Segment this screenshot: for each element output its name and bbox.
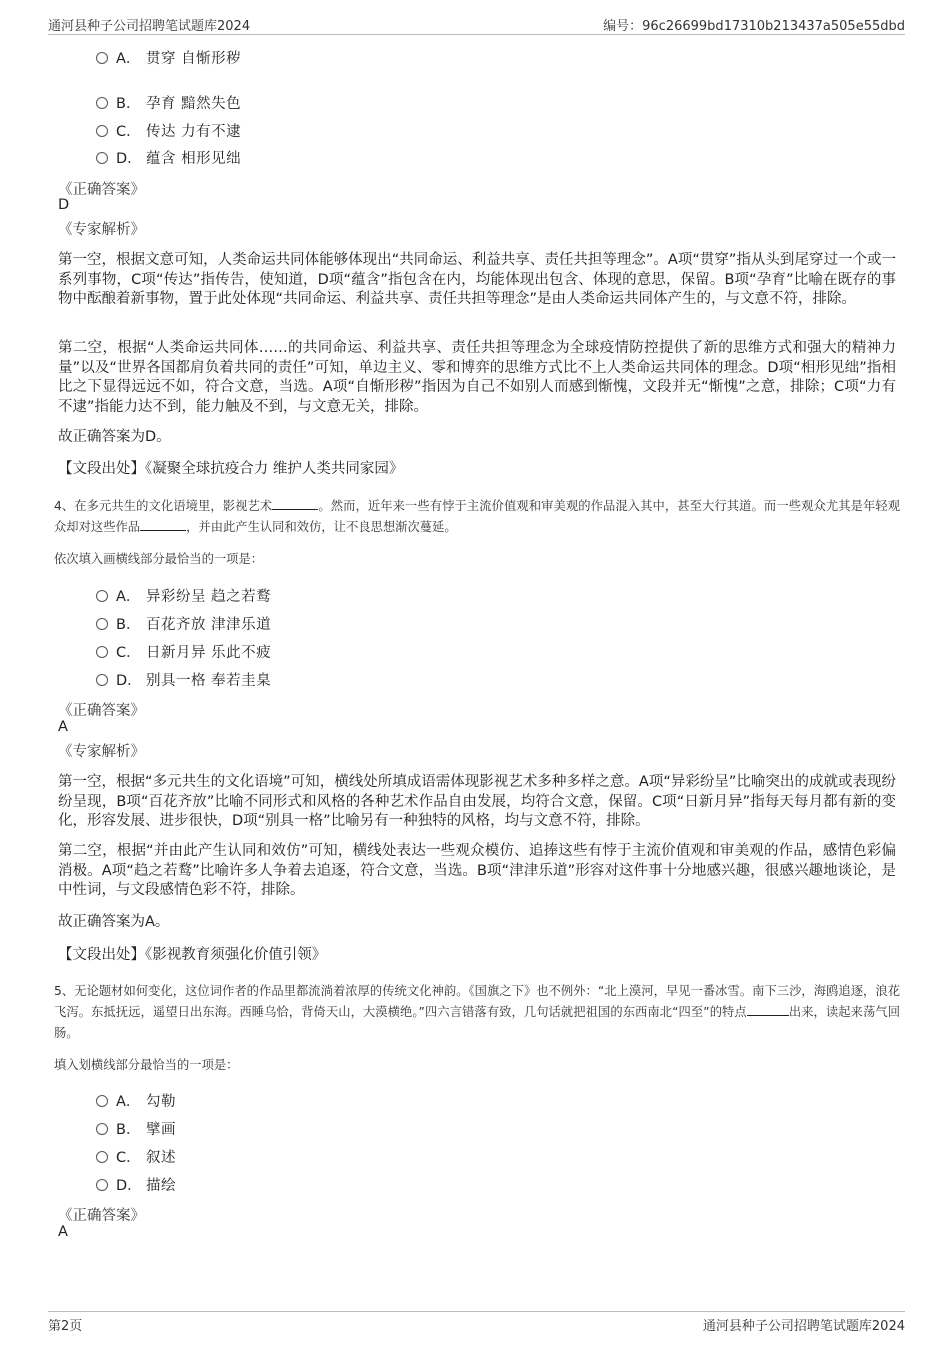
radio-icon[interactable] <box>96 590 108 602</box>
q3-option-d[interactable]: D． 蕴含 相形见绌 <box>96 147 241 169</box>
blank-1 <box>747 1002 789 1016</box>
q4-option-c[interactable]: C． 日新月异 乐此不疲 <box>96 641 271 663</box>
q3-analysis-para-1: 第一空，根据文意可知，人类命运共同体能够体现出“共同命运、利益共享、责任共担等理念”。A项“贯穿”指从头到尾穿过一个或一系列事物，C项“传达”指传告，使知道，D项“蕴含”指包含在内，均能体现出包含、体现的意思，保留。B项“孕育”比喻在既存的事物中酝酿着新事物，置于此处体现“共同命运、利益共享、责任共担等理念”是由人类命运共同体产生的，与文意不符，排除。 <box>58 252 896 307</box>
blank-1 <box>272 496 318 510</box>
footer-title: 通河县种子公司招聘笔试题库2024 <box>702 1319 905 1334</box>
q4-source: 【文段出处】《影视教育须强化价值引领》 <box>58 947 327 963</box>
radio-icon[interactable] <box>96 646 108 658</box>
q4-conclusion: 故正确答案为A。 <box>58 914 170 930</box>
radio-icon[interactable] <box>96 1095 108 1107</box>
radio-icon[interactable] <box>96 152 108 164</box>
q4-instruction: 依次填入画横线部分最恰当的一项是： <box>54 552 264 566</box>
q4-answer-label: 《正确答案》 <box>58 703 145 719</box>
radio-icon[interactable] <box>96 674 108 686</box>
page-header <box>48 12 905 35</box>
q3-analysis-label: 《专家解析》 <box>58 222 145 238</box>
q3-analysis-para-2: 第二空，根据“人类命运共同体……的共同命运、利益共享、责任共担等理念为全球疫情防控提供了新的思维方式和强大的精神力量”以及“世界各国都肩负着共同的责任”可知，单边主义、零和博弈的思维方式比不上人类命运共同体的理念。D项“相形见绌”指相比之下显得远远不如，符合文意，当选。A项“自惭形秽”指因为自己不如别人而感到惭愧，文段并无“惭愧”之意，排除；C项“力有不逮”指能力达不到，能力触及不到，与文意无关，排除。 <box>58 340 896 415</box>
header-title: 通河县种子公司招聘笔试题库2024 <box>48 19 251 34</box>
radio-icon[interactable] <box>96 1151 108 1163</box>
radio-icon[interactable] <box>96 52 108 64</box>
page-footer <box>48 1311 905 1336</box>
q4-stem: 4、在多元共生的文化语境里，影视艺术 。然而，近年来一些有悖于主流价值观和审美观的作品混入其中，甚至大行其道。而一些观众尤其是年轻观众却对这些作品 ，并由此产生认同和效仿，让不良思想渐次蔓延。 <box>54 496 900 538</box>
q4-analysis-para-1: 第一空，根据“多元共生的文化语境”可知，横线处所填成语需体现影视艺术多种多样之意。A项“异彩纷呈”比喻突出的成就或表现纷纷呈现，B项“百花齐放”比喻不同形式和风格的各种艺术作品自由发展，均符合文意，保留。C项“日新月异”指每天每月都有新的变化，形容发展、进步很快，D项“别具一格”比喻另有一种独特的风格，均与文意不符，排除。 <box>58 774 896 829</box>
page-number: 第2页 <box>48 1319 83 1334</box>
q4-analysis-label: 《专家解析》 <box>58 744 145 760</box>
radio-icon[interactable] <box>96 1179 108 1191</box>
q3-answer-label: 《正确答案》 <box>58 182 145 198</box>
document-id: 编号：96c26699bd17310b213437a505e55dbd <box>603 19 905 34</box>
q4-option-a[interactable]: A． 异彩纷呈 趋之若鹜 <box>96 585 271 607</box>
q5-answer-label: 《正确答案》 <box>58 1208 145 1224</box>
radio-icon[interactable] <box>96 618 108 630</box>
blank-2 <box>140 517 186 531</box>
q3-answer: D <box>58 197 70 213</box>
radio-icon[interactable] <box>96 97 108 109</box>
q3-source: 【文段出处】《凝聚全球抗疫合力 维护人类共同家园》 <box>58 461 404 477</box>
q5-option-d[interactable]: D． 描绘 <box>96 1174 176 1196</box>
q5-option-a[interactable]: A． 勾勒 <box>96 1090 176 1112</box>
q5-option-b[interactable]: B． 擘画 <box>96 1118 176 1140</box>
q3-conclusion: 故正确答案为D。 <box>58 429 171 445</box>
q4-answer: A <box>58 719 68 735</box>
q4-option-d[interactable]: D． 别具一格 奉若圭臬 <box>96 669 271 691</box>
q5-stem: 5、无论题材如何变化，这位词作者的作品里都流淌着浓厚的传统文化神韵。《国旗之下》也不例外：“北上漠河，早见一番冰雪。南下三沙，海鸥追逐，浪花飞泻。东抵抚远，遥望日出东海。西睡乌恰，背倚天山，大漠横绝。”四六言错落有致，几句话就把祖国的东西南北“四至”的特点 出来，读起来荡气回肠。 <box>54 984 900 1040</box>
q3-option-b[interactable]: B． 孕育 黯然失色 <box>96 92 241 114</box>
q4-option-b[interactable]: B． 百花齐放 津津乐道 <box>96 613 271 635</box>
q5-instruction: 填入划横线部分最恰当的一项是： <box>54 1058 239 1072</box>
q5-answer: A <box>58 1224 68 1240</box>
q5-option-c[interactable]: C． 叙述 <box>96 1146 176 1168</box>
radio-icon[interactable] <box>96 125 108 137</box>
q3-option-a[interactable]: A． 贯穿 自惭形秽 <box>96 47 241 69</box>
q3-option-c[interactable]: C． 传达 力有不逮 <box>96 120 241 142</box>
q4-analysis-para-2: 第二空，根据“并由此产生认同和效仿”可知，横线处表达一些观众模仿、追捧这些有悖于主流价值观和审美观的作品，感情色彩偏消极。A项“趋之若鹜”比喻许多人争着去追逐，符合文意，当选。B项“津津乐道”形容对这件事十分地感兴趣，很感兴趣地谈论，是中性词，与文段感情色彩不符，排除。 <box>58 843 896 898</box>
radio-icon[interactable] <box>96 1123 108 1135</box>
